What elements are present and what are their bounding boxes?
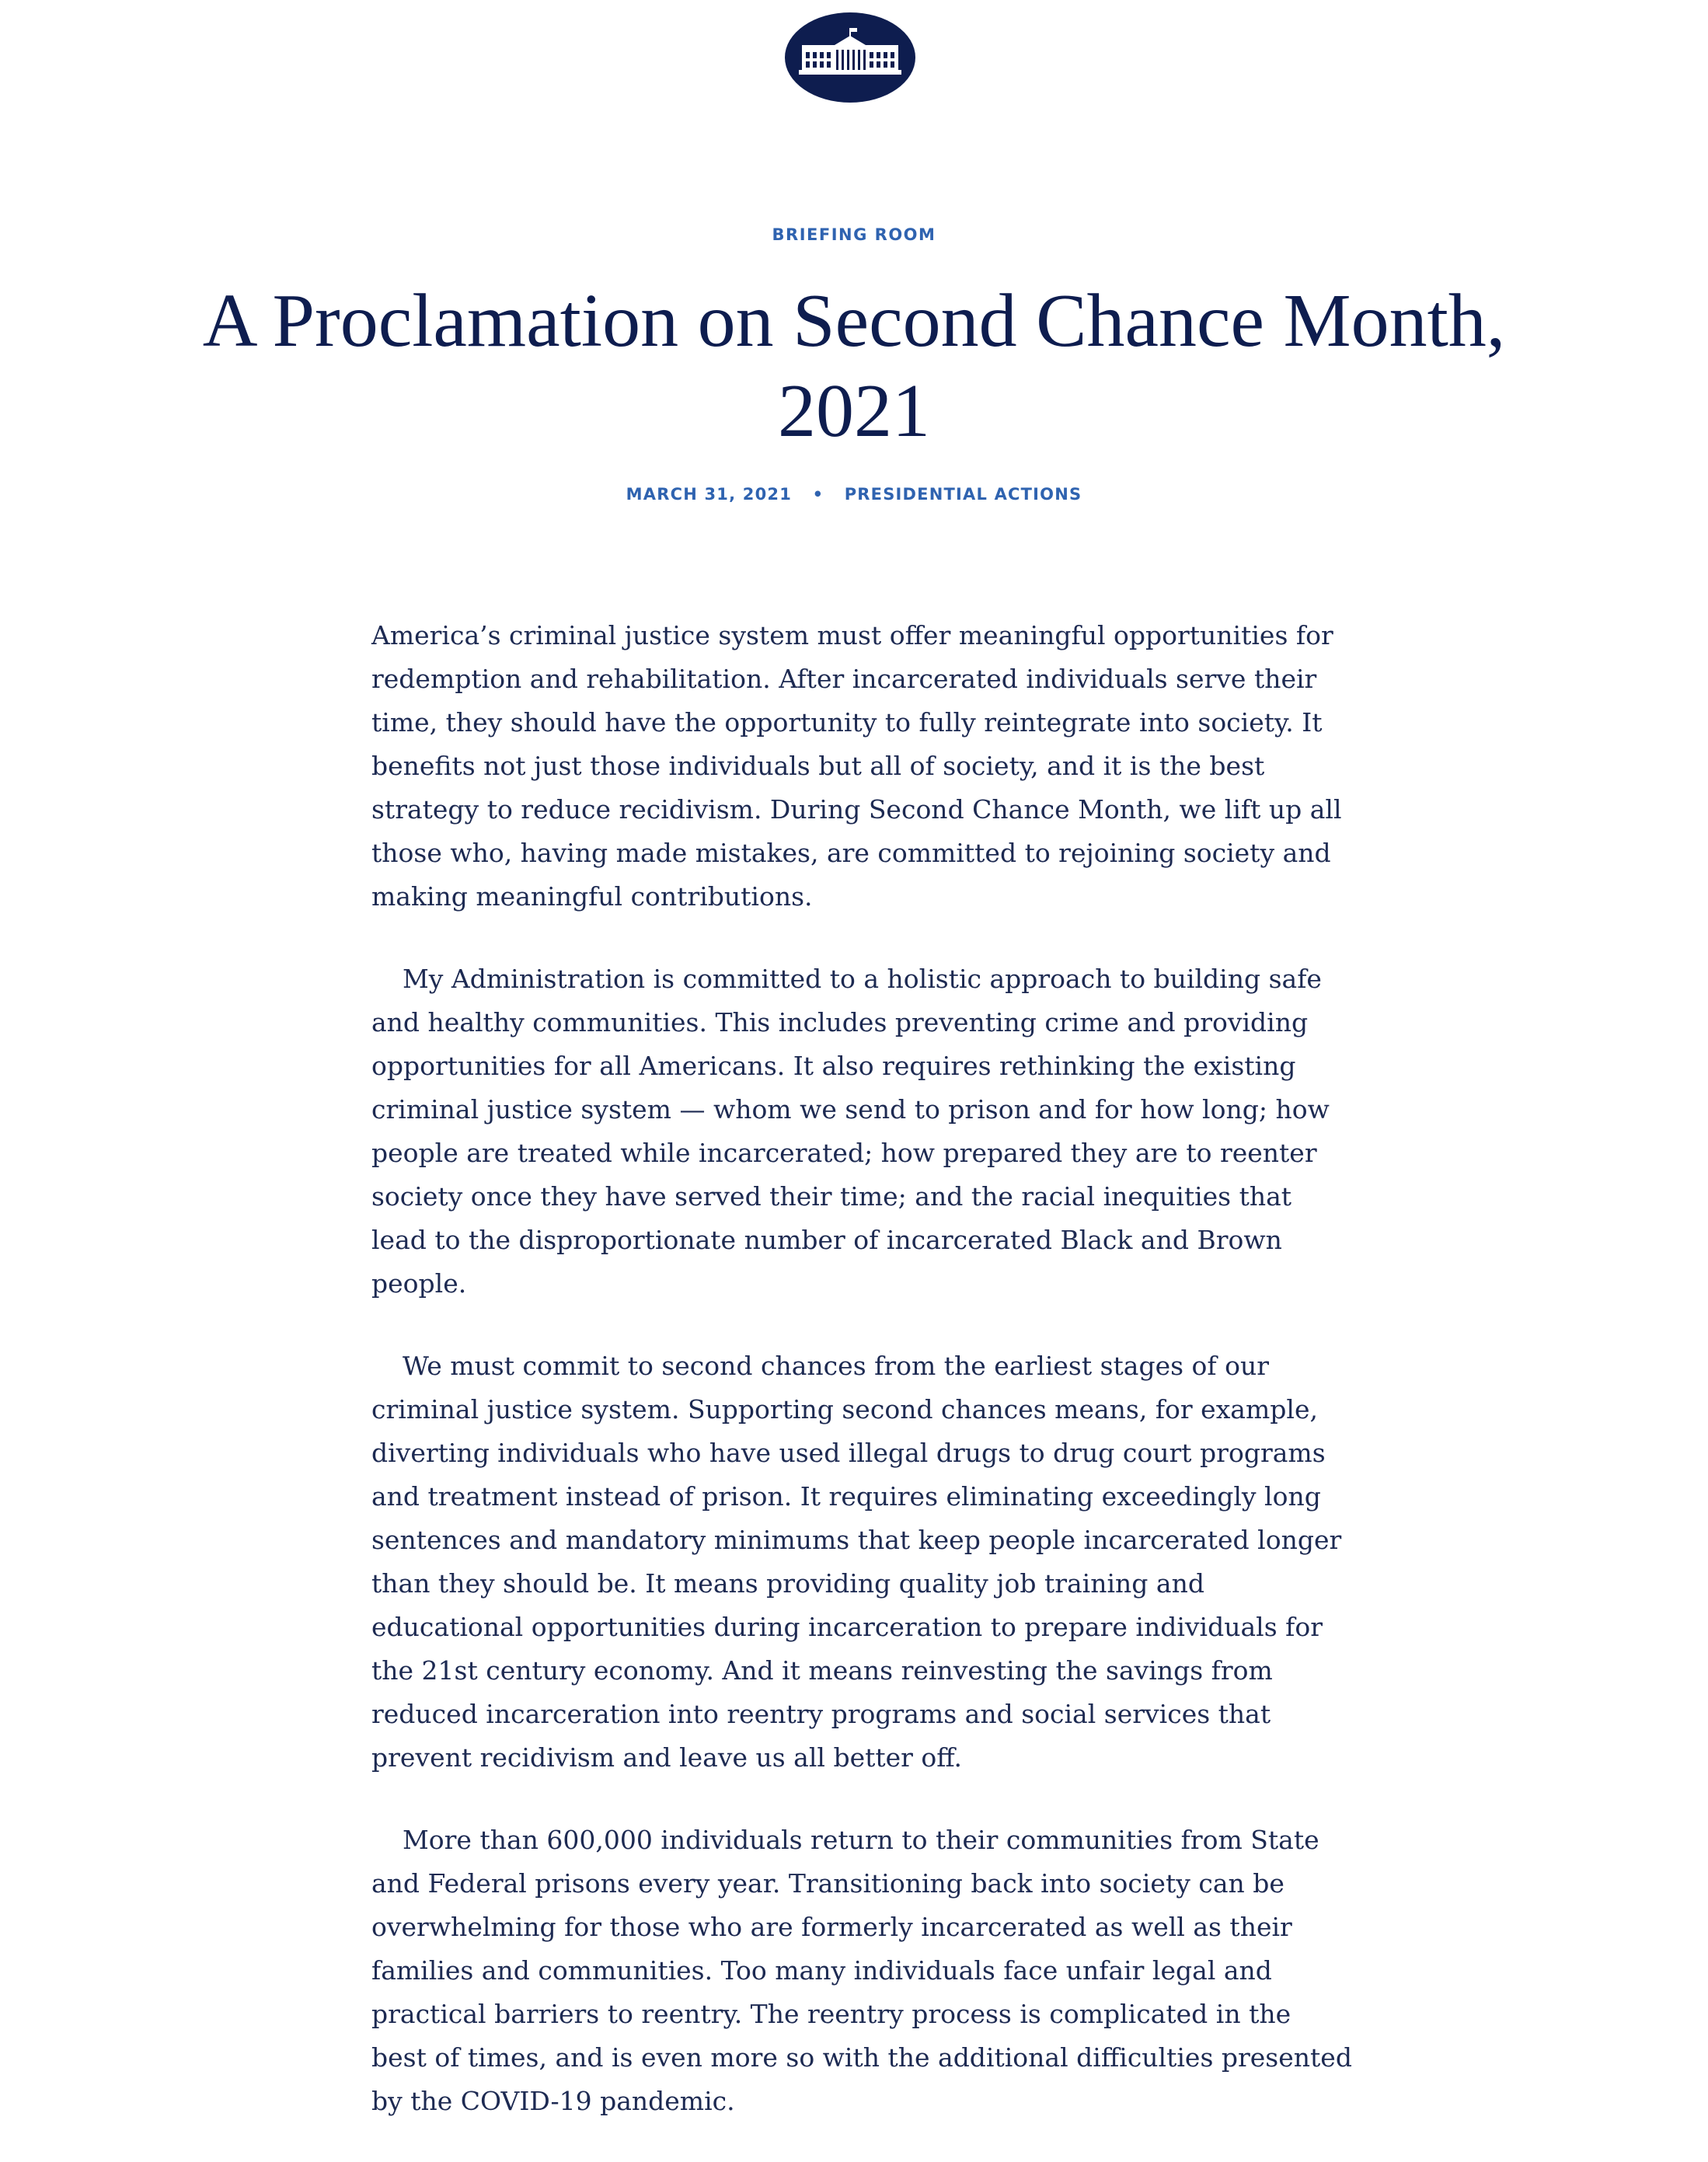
paragraph: More than 600,000 individuals return to their communities from State and Federal prisons every year. Transitioning back into society can be overwhelming for those who are formerly incarcerated as well as their families and communities. Too many individuals face unfair legal and practical barriers to reentry. The reentry process is complicated in the best of times, and is even more so with the additional difficulties presented by the COVID-19 pandemic. (371, 1825, 1352, 2116)
publish-date: MARCH 31, 2021 (626, 485, 793, 504)
briefing-room-link[interactable]: BRIEFING ROOM (772, 225, 936, 244)
paragraph: We must commit to second chances from the earliest stages of our criminal justice system. Supporting second chances means, for example, diverting individuals who have used illegal drugs to drug court programs and treatment instead of prison. It requires eliminating exceedingly long sentences and mandatory minimums that keep people incarcerated longer than they should be. It means providing quality job training and educational opportunities during incarceration to prepare individuals for the 21st century economy. And it means reinvesting the savings from reduced incarceration into reentry programs and social services that prevent recidivism and leave us all better off. (371, 1351, 1342, 1773)
paragraph: America’s criminal justice system must offer meaningful opportunities for redemption and rehabilitation. After incarcerated individuals serve their time, they should have the opportunity to fully reintegrate into society. It benefits not just those individuals but all of society, and it is the best strategy to reduce recidivism. During Second Chance Month, we lift up all those who, having made mistakes, are committed to rejoining society and making meaningful contributions. (371, 620, 1342, 912)
category-link[interactable]: PRESIDENTIAL ACTIONS (844, 485, 1082, 504)
meta-separator: • (812, 485, 824, 504)
page-title: A Proclamation on Second Chance Month, 2021 (202, 279, 1506, 453)
white-house-seal-icon[interactable] (785, 12, 915, 103)
paragraph: My Administration is committed to a holistic approach to building safe and healthy communities. This includes preventing crime and providing opportunities for all Americans. It also requires rethinking the existing criminal justice system — whom we send to prison and for how long; how people are treated while incarcerated; how prepared they are to reenter society once they have served their time; and the racial inequities that lead to the disproportionate number of incarcerated Black and Brown people. (371, 964, 1330, 1299)
article-body (371, 614, 1352, 2162)
article-meta (0, 485, 1708, 504)
